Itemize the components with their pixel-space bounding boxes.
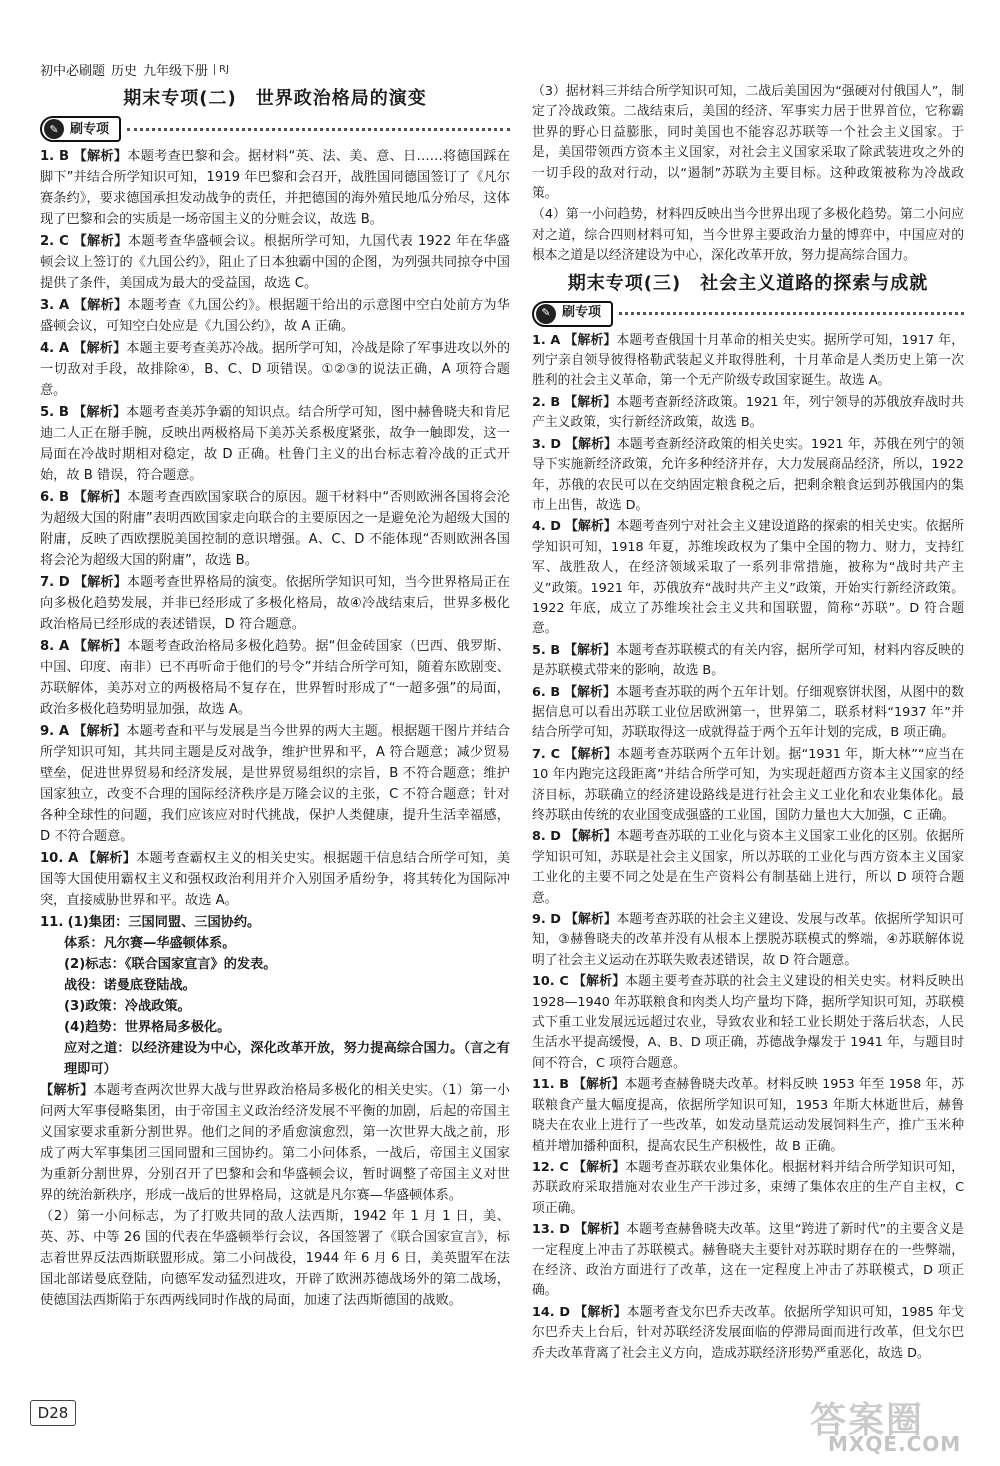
answer-item — [532, 972, 964, 1074]
watermark-logo: 答案圈 — [810, 1399, 925, 1441]
answer-item — [532, 435, 964, 517]
analysis-tag: 【解析】 — [573, 1159, 626, 1175]
answer-text: (1)集团：三国同盟、三国协约。 — [67, 915, 261, 930]
analysis-text: 本题考查苏联的两个五年计划。仔细观察饼状图，从图中的数据信息可以看出苏联工业位居欧洲第一，世界第二，联系材料“1937 年”并结合所学可知，苏联取得这一成就得益于两个五年计划的完成，B 项正确。 — [532, 684, 964, 741]
analysis-text: 本题考查两次世界大战与世界政治格局多极化的相关史实。（1）第一小问两大军事侵略集团，由于帝国主义政治经济发展不平衡的加剧，后起的帝国主义国家要求重新分割世界。他们之间的矛盾愈演愈烈，第一次世界大战之前，形成了两大军事集团三国同盟和三国协约。第二小问体系，一战后，帝国主义国家为重新分割世界，分别召开了巴黎和会和华盛顿会议，暂时调整了帝国主义对世界的统治新秩序，形成一战后的世界格局，这就是凡尔赛—华盛顿体系。 — [40, 1083, 510, 1203]
analysis-tag: 【解析】 — [73, 575, 127, 590]
answer-number: 6. B — [532, 684, 561, 700]
section-badge — [40, 116, 121, 142]
pen-icon: ✎ — [44, 119, 64, 139]
analysis-tag: 【解析】 — [565, 519, 617, 535]
analysis-text: 本题考查苏联模式的有关内容，据所学可知，材料内容反映的是苏联模式带来的影响，故选 B。 — [532, 642, 964, 679]
answer-item-11 — [40, 912, 510, 1311]
subject-label: 历史 — [111, 63, 138, 79]
analysis-tag: 【解析】 — [40, 1083, 94, 1098]
analysis-tag: 【解析】 — [73, 639, 128, 654]
analysis-paragraph: （4）第一小问趋势，材料四反映出当今世界出现了多极化趋势。第二小问应对之道，综合四则材料可知，当今世界主要政治力量的博弈中，中国应对的根本之道是以经济建设为中心，深化改革开放，努力提高综合国力。 — [532, 207, 964, 264]
analysis-tag: 【解析】 — [73, 149, 128, 164]
analysis-tag: 【解析】 — [73, 234, 128, 249]
section-title: 期末专项(二) 世界政治格局的演变 — [123, 88, 427, 109]
answer-line: 应对之道：以经济建设为中心，深化改革开放，努力提高综合国力。（言之有理即可） — [64, 1041, 510, 1077]
answer-number: 1. B — [40, 149, 70, 164]
analysis-text: 本题考查《九国公约》。根据题干给出的示意图中空白处前方为华盛顿会议，可知空白处应是《九国公约》，故 A 正确。 — [40, 298, 510, 334]
analysis-tag: 【解析】 — [565, 912, 617, 928]
analysis-tag: 【解析】 — [564, 642, 616, 658]
answer-line: 体系：凡尔赛—华盛顿体系。 — [64, 936, 236, 951]
analysis-text: 本题考查华盛顿会议。根据所学可知，九国代表 1922 年在华盛顿会议上签订的《九国公约》，阻止了日本独霸中国的企图，为列强共同掠夺中国提供了条件，美国成为最大的受益国，故选 C。 — [40, 234, 510, 291]
answer-item — [532, 1075, 964, 1157]
section-badge-row — [40, 116, 510, 142]
analysis-tag: 【解析】 — [564, 394, 617, 410]
answer-item — [532, 331, 964, 392]
analysis-text: 本题考查政治格局多极化趋势。据“但金砖国家（巴西、俄罗斯、中国、印度、南非）已不再听命于他们的号令”并结合所学可知，随着东欧剧变、苏联解体，美苏对立的两极格局不复存在，世界暂时形成了“一超多强”的局面，政治多极化趋势明显加强，故选 A。 — [40, 639, 510, 717]
analysis-text: 本题考查巴黎和会。据材料“英、法、美、意、日……将德国踩在脚下”并结合所学知识可知，1919 年巴黎和会召开，战胜国同德国签订了《凡尔赛条约》，要求德国承担发动战争的责任，并把德国的海外殖民地瓜分殆尽，这体现了巴黎和会的实质是一场帝国主义的分赃会议，故选 B。 — [40, 149, 510, 227]
dotted-divider — [127, 128, 510, 131]
answer-number: 10. A — [40, 851, 79, 866]
answer-item — [532, 641, 964, 682]
page-number: D28 — [30, 1400, 76, 1426]
analysis-text: 本题考查赫鲁晓夫改革。材料反映 1953 年至 1958 年，苏联粮食产量大幅度提高，依据所学知识可知，1953 年斯大林逝世后，赫鲁晓夫在农业上进行了一些改革，如发动垦荒运动发展饲料生产，推广玉米种植并增加播种面积，提高农民生产积极性，故 B 正确。 — [532, 1077, 964, 1154]
answer-item — [532, 910, 964, 971]
answer-item — [532, 1158, 964, 1219]
analysis-tag: 【解析】 — [564, 332, 617, 348]
answer-number: 3. D — [532, 436, 561, 452]
answer-line: (3)政策：冷战政策。 — [64, 999, 191, 1014]
answer-line: (2)标志：《联合国家宣言》的发表。 — [64, 957, 277, 972]
answer-number: 8. A — [40, 639, 70, 654]
answer-number: 2. C — [40, 234, 69, 249]
answer-number: 8. D — [532, 829, 561, 845]
answer-number: 11. — [40, 915, 64, 930]
analysis-tag: 【解析】 — [565, 829, 617, 845]
answer-number: 2. B — [532, 394, 561, 410]
answer-number: 1. A — [532, 332, 561, 348]
answer-number: 13. D — [532, 1222, 570, 1238]
analysis-tag: 【解析】 — [73, 341, 127, 356]
analysis-tag: 【解析】 — [573, 974, 626, 990]
analysis-tag: 【解析】 — [565, 436, 617, 452]
answer-line: 战役：诺曼底登陆战。 — [64, 978, 196, 993]
answer-item — [532, 393, 964, 434]
analysis-tag: 【解析】 — [564, 746, 618, 762]
analysis-tag: 【解析】 — [574, 1222, 627, 1238]
dotted-divider — [619, 312, 964, 315]
analysis-tag: 【解析】 — [73, 724, 127, 739]
answer-item — [532, 683, 964, 744]
analysis-paragraph: （2）第一小问标志，为了打败共同的敌人法西斯，1942 年 1 月 1 日，美、英、苏、中等 26 国的代表在华盛顿举行会议，各国签署了《联合国家宣言》，标志着世界反法西斯联盟形成。第二小问战役，1944 年 6 月 6 日，美英盟军在法国北部诺曼底登陆，向德军发动猛烈进攻，开辟了欧洲苏德战场外的第二战场，使德国法西斯陷于东西两线同时作战的局面，加速了法西斯德国的战败。 — [40, 1209, 510, 1308]
series-label: 初中必刷题 — [40, 63, 106, 79]
analysis-text: 本题考查和平与发展是当今世界的两大主题。根据题干图片并结合所学知识可知，其共同主题是反对战争，维护世界和平，A 符合题意；减少贸易壁垒，促进世界贸易和经济发展，是世界贸易组织的宗旨，B 不符合题意；维护国家独立，改变不合理的国际经济秩序是万隆会议的主张，C 不符合题意；针对各种全球性的问题，我们应该应对时代挑战，保护人类健康，提升生活幸福感，D 不符合题意。 — [40, 724, 511, 844]
answer-item — [40, 487, 510, 571]
answer-number: 14. D — [532, 1304, 571, 1320]
answer-number: 12. C — [532, 1159, 569, 1175]
analysis-text: 本题考查苏联的社会主义建设、发展与改革。依据所学知识可知，③赫鲁晓夫的改革并没有从根本上摆脱苏联模式的弊端，④苏联解体说明了社会主义运动在苏联失败表述错误，故 D 符合题意。 — [532, 912, 965, 968]
analysis-tag: 【解析】 — [73, 298, 128, 313]
answer-item — [40, 721, 510, 847]
analysis-paragraph — [40, 1080, 510, 1206]
edition-label: RJ — [214, 64, 229, 75]
answer-number: 9. D — [532, 912, 561, 928]
analysis-text: 本题主要考查美苏冷战。据所学可知，冷战是除了军事进攻以外的一切敌对手段，故排除④，B、C、D 项错误。①②③的说法正确，A 项符合题意。 — [40, 341, 511, 398]
answer-item — [40, 338, 510, 401]
analysis-text: 本题考查新经济政策的相关史实。1921 年，苏俄在列宁的领导下实施新经济政策，允许多种经济并存，大力发展商品经济，所以，1922 年，苏俄的农民可以在交纳固定粮食税之后，把剩余粮食运到苏俄国内的集市上出售，故选 D。 — [532, 436, 965, 513]
analysis-tag: 【解析】 — [73, 490, 128, 505]
section-badge-label: 刷专项 — [562, 305, 602, 321]
answer-number: 5. B — [532, 642, 561, 658]
answer-item — [40, 402, 510, 486]
answer-item — [532, 517, 964, 639]
analysis-text: 本题考查戈尔巴乔夫改革。依据所学知识可知，1985 年戈尔巴乔夫上台后，针对苏联经济发展面临的停滞局面而进行改革，但戈尔巴乔夫改革背离了社会主义方向，造成苏联经济形势严重恶化，故选 D。 — [532, 1304, 965, 1361]
answer-item — [532, 1303, 964, 1364]
answer-item — [40, 572, 510, 635]
answer-number: 7. D — [40, 575, 70, 590]
analysis-text: 本题考查世界格局的演变。依据所学知识可知，当今世界格局正在向多极化趋势发展，并非已经形成了多极化格局，故④冷战结束后，世界多极化政治格局已经形成的表述错误，D 符合题意。 — [40, 575, 510, 632]
analysis-text: 本题考查俄国十月革命的相关史实。据所学可知，1917 年，列宁亲自领导彼得格勒武装起义并取得胜利，十月革命是人类历史上第一次胜利的社会主义革命，第一个无产阶级专政国家诞生。故选 A。 — [532, 332, 965, 389]
answer-number: 4. D — [532, 519, 561, 535]
answer-line — [40, 912, 510, 933]
watermark-url: MXQE.COM — [828, 1432, 962, 1456]
section-badge-label: 刷专项 — [70, 121, 110, 137]
section-title: 期末专项(三) 社会主义道路的探索与成就 — [567, 272, 929, 294]
analysis-text: 本题考查列宁对社会主义建设道路的探索的相关史实。依据所学知识可知，1918 年夏，苏维埃政权为了集中全国的物力、财力，支持红军、战胜敌人，在经济领域采取了一系列非常措施，被称为“战时共产主义”政策。1921 年，苏俄放弃“战时共产主义”政策，开始实行新经济政策。1922 年底，成立了苏维埃社会主义共和国联盟，简称“苏联”。D 符合题意。 — [532, 519, 965, 637]
section-badge-row — [532, 301, 964, 327]
answer-item — [532, 745, 964, 827]
answer-item — [40, 848, 510, 911]
answer-number: 4. A — [40, 341, 70, 356]
answer-number: 11. B — [532, 1077, 569, 1093]
answer-number: 6. B — [40, 490, 70, 505]
analysis-text: 本题考查美苏争霸的知识点。结合所学可知，图中赫鲁晓夫和肯尼迪二人正在掰手腕，反映出两极格局下美苏关系极度紧张，故争一触即发，这一局面在冷战时期相对稳定，故 D 正确。杜鲁门主义的出台标志着冷战的正式开始，故 B 错误，符合题意。 — [40, 405, 510, 483]
grade-label: 九年级下册 — [143, 63, 209, 79]
analysis-text: 本题考查赫鲁晓夫改革。这里“跨进了新时代”的主要含义是一定程度上冲击了苏联模式。赫鲁晓夫主要针对苏联时期存在的一些弊端，在经济、政治方面进行了改革，这在一定程度上冲击了苏联模式，D 项正确。 — [532, 1222, 965, 1299]
answer-item — [40, 636, 510, 720]
answer-number: 7. C — [532, 746, 560, 762]
answer-item — [532, 827, 964, 909]
analysis-text: 本题考查新经济政策。1921 年，列宁领导的苏俄放弃战时共产主义政策，实行新经济政策，故选 B。 — [532, 394, 964, 431]
answer-item — [40, 231, 510, 294]
left-column — [40, 82, 510, 1312]
answer-item — [40, 295, 510, 337]
answer-number: 10. C — [532, 974, 569, 990]
answer-item — [40, 146, 510, 230]
pen-icon: ✎ — [536, 304, 556, 324]
analysis-tag: 【解析】 — [82, 851, 137, 866]
analysis-tag: 【解析】 — [564, 684, 616, 700]
answer-number: 3. A — [40, 298, 70, 313]
analysis-text: 本题主要考查苏联的社会主义建设的相关史实。材料反映出 1928—1940 年苏联粮食和肉类人均产量均下降，据所学知识可知，苏联模式下重工业发展远远超过农业，导致农业和轻工业长期处于落后状态，人民生活水平提高缓慢，A、B、D 项正确，苏德战争爆发于 1941 年，与题目时间不符合，C 项符合题意。 — [532, 974, 964, 1071]
analysis-text: 本题考查西欧国家联合的原因。题干材料中“否则欧洲各国将会沦为超级大国的附庸”表明西欧国家走向联合的主要原因之一是避免沦为超级大国的附庸，反映了西欧摆脱美国控制的意识增强。A、C、D 不能体现“否则欧洲各国将会沦为超级大国的附庸”，故选 B。 — [40, 490, 510, 568]
analysis-paragraph: （3）据材料三并结合所学知识可知，二战后美国因为“强硬对付俄国人”，制定了冷战政策。二战结束后，美国的经济、军事实力居于世界首位，它称霸世界的野心日益膨胀，同时美国也不能容忍苏联等一个社会主义国家。于是，美国带领西方资本主义国家，对社会主义国家采取了除武装进攻之外的一切手段的敌对行动，以“遏制”苏联为主要目标。这种政策被称为冷战政策。 — [532, 84, 964, 202]
answer-item — [532, 1220, 964, 1302]
analysis-text: 本题考查苏联农业集体化。根据材料并结合所学知识可知，苏联政府采取措施对农业生产干涉过多，束缚了集体农庄的生产自主权，C 项正确。 — [532, 1159, 964, 1216]
page-header — [40, 58, 280, 80]
section-badge — [532, 301, 613, 327]
right-column — [532, 82, 964, 1365]
analysis-text: 本题考查霸权主义的相关史实。根据题干信息结合所学可知，美国等大国使用霸权主义和强权政治利用并介入别国矛盾纷争，将其转化为国际冲突，直接威胁世界和平。故选 A。 — [40, 851, 511, 908]
analysis-tag: 【解析】 — [573, 1077, 625, 1093]
analysis-text: 本题考查苏联的工业化与资本主义国家工业化的区别。依据所学知识可知，苏联是社会主义国家，所以苏联的工业化与西方资本主义国家工业化的主要不同之处是在生产资料公有制基础上进行，所以 D 项符合题意。 — [532, 829, 965, 906]
analysis-tag: 【解析】 — [73, 405, 127, 420]
analysis-text: 本题考查苏联两个五年计划。据“1931 年，斯大林”“应当在 10 年内跑完这段距离”并结合所学可知，为实现赶超西方资本主义国家的经济目标，苏联确立的经济建设路线是进行社会主义工业化和农业集体化。最终苏联由传统的农业国变成强盛的工业国，国防力量也大大加强，C 正确。 — [532, 746, 964, 823]
answer-line: (4)趋势：世界格局多极化。 — [64, 1020, 231, 1035]
analysis-tag: 【解析】 — [574, 1304, 627, 1320]
answer-number: 5. B — [40, 405, 69, 420]
answer-number: 9. A — [40, 724, 70, 739]
